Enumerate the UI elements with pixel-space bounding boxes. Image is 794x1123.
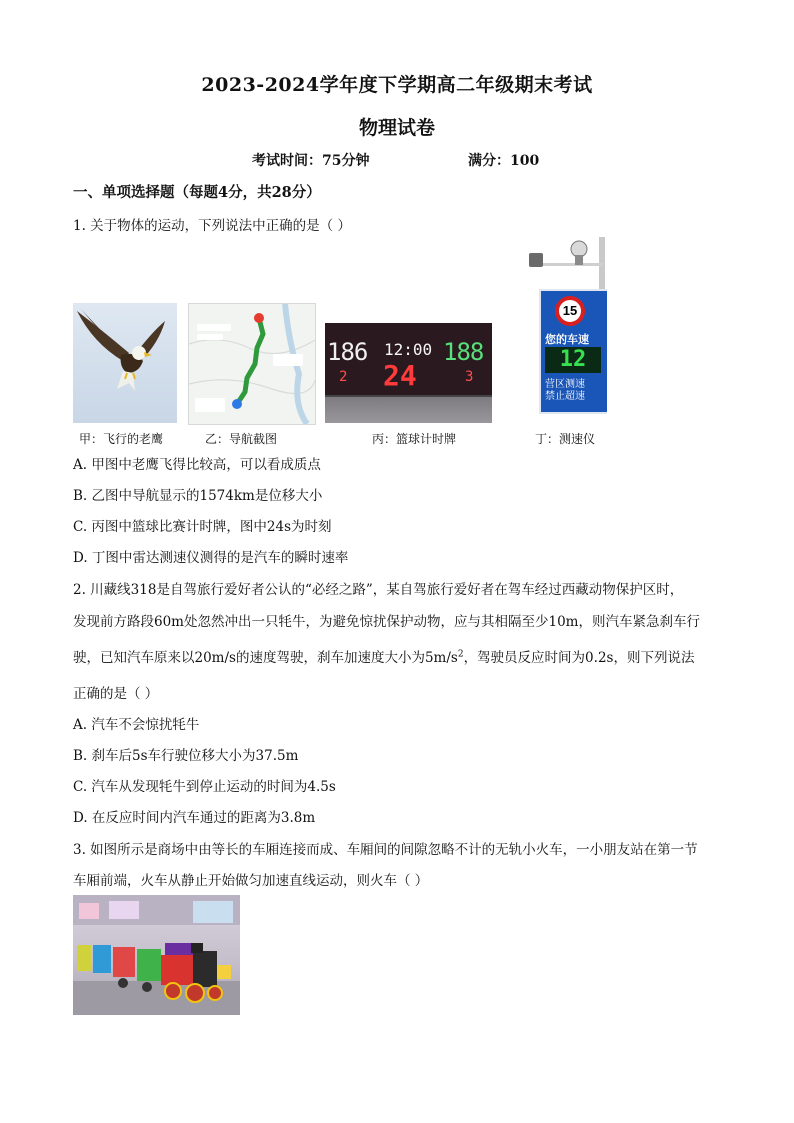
train-icon bbox=[73, 895, 240, 1015]
q1-option-a: A. 甲图中老鹰飞得比较高，可以看成质点 bbox=[73, 457, 321, 473]
q2-option-a: A. 汽车不会惊扰牦牛 bbox=[73, 717, 200, 733]
section-heading: 一、单项选择题（每题4分，共28分） bbox=[73, 184, 321, 201]
q2-line-1: 2. 川藏线318是自驾旅行爱好者公认的“必经之路”，某自驾旅行爱好者在驾车经过西藏动物保护区时， bbox=[73, 582, 684, 598]
eagle-image bbox=[73, 303, 177, 423]
q2-line-3b: ，驾驶员反应时间为0.2s，则下列说法 bbox=[463, 650, 695, 666]
scoreboard-base bbox=[325, 397, 492, 423]
q2-line-3 bbox=[73, 646, 694, 666]
q3-line-2: 车厢前端，火车从静止开始做匀加速直线运动，则火车（ ） bbox=[73, 873, 429, 889]
q3-line-1: 3. 如图所示是商场中由等长的车厢连接而成、车厢间的间隙忽略不计的无轨小火车，一小朋友站在第一节 bbox=[73, 842, 698, 858]
warn-text-2: 测速 bbox=[565, 379, 585, 390]
home-period: 2 bbox=[339, 369, 348, 385]
basketball-scoreboard bbox=[325, 323, 492, 423]
caption-speed-sign: 丁：测速仪 bbox=[535, 432, 596, 446]
speed-limit-badge: 15 bbox=[555, 296, 585, 326]
q2-option-b: B. 刹车后5s车行驶位移大小为37.5m bbox=[73, 748, 299, 764]
camera-icon bbox=[527, 237, 607, 297]
warn-text-3: 禁止 bbox=[545, 391, 565, 402]
speed-reading: 12 bbox=[545, 347, 601, 373]
q2-option-d: D. 在反应时间内汽车通过的距离为3.8m bbox=[73, 810, 316, 826]
full-score: 满分：100 bbox=[468, 153, 540, 169]
game-clock: 12:00 bbox=[384, 340, 433, 359]
speed-radar-sign bbox=[527, 237, 607, 423]
q2-line-3a: 驶，已知汽车原来以20m/s的速度驾驶，刹车加速度大小为5m/s bbox=[73, 650, 458, 666]
warn-text-4: 超速 bbox=[565, 391, 585, 402]
navigation-screenshot bbox=[188, 303, 316, 425]
page-title: 2023-2024学年度下学期高二年级期末考试 bbox=[201, 74, 593, 96]
q1-option-b: B. 乙图中导航显示的1574km是位移大小 bbox=[73, 488, 323, 504]
exam-time: 考试时间：75分钟 bbox=[252, 153, 370, 169]
map-icon bbox=[189, 304, 315, 424]
away-score: 188 bbox=[443, 338, 484, 366]
mall-train-image bbox=[73, 895, 240, 1015]
sign-label: 您的车速 bbox=[545, 333, 589, 346]
q1-option-d: D. 丁图中雷达测速仪测得的是汽车的瞬时速率 bbox=[73, 550, 349, 566]
q1-stem: 1. 关于物体的运动，下列说法中正确的是（ ） bbox=[73, 218, 351, 234]
home-score: 186 bbox=[327, 338, 368, 366]
shot-clock: 24 bbox=[383, 359, 417, 392]
q2-line-4: 正确的是（ ） bbox=[73, 686, 159, 702]
eagle-icon bbox=[73, 303, 177, 423]
sign-board bbox=[539, 289, 607, 414]
caption-scoreboard: 丙：篮球计时牌 bbox=[372, 432, 457, 446]
caption-eagle: 甲：飞行的老鹰 bbox=[79, 432, 164, 446]
page-subtitle: 物理试卷 bbox=[358, 117, 435, 139]
sign-warning bbox=[545, 379, 585, 403]
q2-superscript: 2 bbox=[457, 649, 464, 660]
caption-navigation: 乙：导航截图 bbox=[205, 432, 278, 446]
q1-option-c: C. 丙图中篮球比赛计时牌，图中24s为时刻 bbox=[73, 519, 332, 535]
warn-text-1: 营区 bbox=[545, 379, 565, 390]
away-period: 3 bbox=[465, 369, 474, 385]
q2-line-2: 发现前方路段60m处忽然冲出一只牦牛，为避免惊扰保护动物，应与其相隔至少10m，则汽车紧急刹车行 bbox=[73, 614, 700, 630]
q2-option-c: C. 汽车从发现牦牛到停止运动的时间为4.5s bbox=[73, 779, 336, 795]
